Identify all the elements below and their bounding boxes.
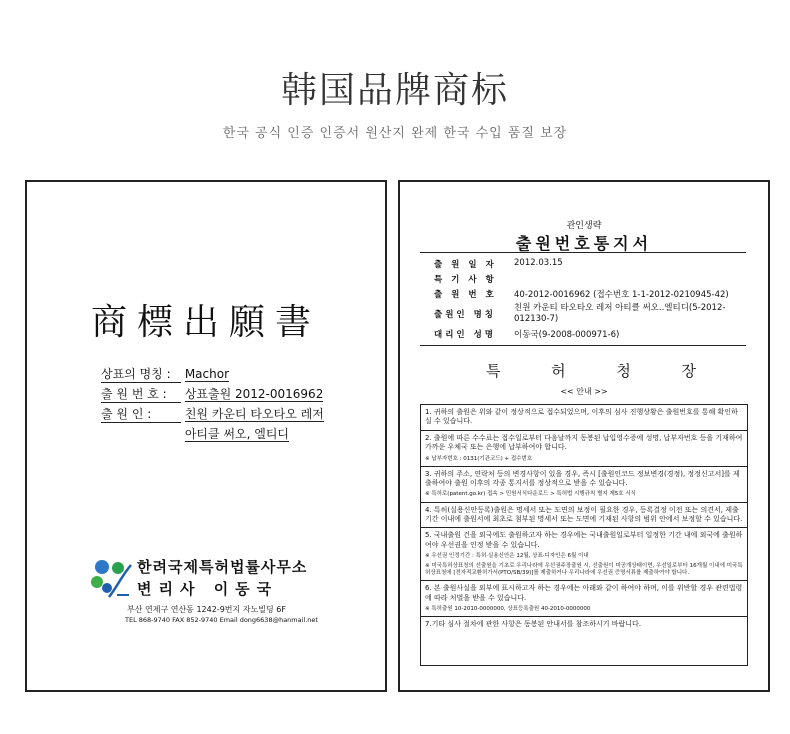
row-key-agent: 대리인 성명 [434,330,497,340]
field-applicant-continued [101,425,289,442]
guide-heading: << 안내 >> [560,387,608,396]
field-label: 출 원 번 호 : [101,385,181,403]
office-char: 허 [551,362,566,380]
row-key-date: 출 원 일 자 [434,260,497,270]
divider [421,430,747,431]
note-item: 7.기타 심사 절차에 관한 사항은 동봉된 안내서를 참조하시기 바랍니다. [425,620,642,629]
row-value-date: 2012.03.15 [514,258,563,268]
field-applicant [101,405,324,423]
office-char: 특 [486,362,501,380]
note-footnote: ※ 특허출원 10-2010-0000000, 상표등록출원 40-2010-0000000 [425,606,591,613]
divider [421,527,747,528]
office-char: 청 [616,362,631,380]
divider [421,466,747,467]
field-label: 출 원 인 : [101,405,181,423]
divider [421,580,747,581]
field-value: Machor [184,367,230,381]
attorney-name: 변리사 이동국 [137,580,279,598]
note-item: 3. 귀하의 주소, 연락처 등의 변경사항이 있을 경우, 즉시 [출원인코드 정보변경(경정), 정정신고서]를 제출하여야 출원 이후의 각종 통지서를 정상적으로 받을 수 있습니다. [425,469,740,488]
note-item: 2. 출원에 따른 수수료는 접수일로부터 다음날까지 동봉된 납입영수증에 성명, 납부자번호 등을 기재하여 가까운 우체국 또는 은행에 납부하여야 합니다. [425,433,743,452]
row-key-app-number: 출 원 번 호 [434,290,497,300]
note-item: 1. 귀하의 출원은 위와 같이 정상적으로 접수되었으며, 이후의 심사 진행상황은 출원번호를 통해 확인하실 수 있습니다. [425,408,738,426]
divider [420,252,746,253]
application-number-notice-document [398,180,770,692]
field-application-number [101,385,323,403]
law-firm-name: 한려국제특허법률사무소 [137,558,308,576]
note-footnote: ※ 납부자번호 : 0131(기관코드) + 접수번호 [425,455,533,462]
divider [420,345,746,346]
office-char: 장 [681,362,696,380]
divider [421,502,747,503]
note-footnote: ※ 우선권 인정기간 : 특허·실용신안은 12월, 상표·디자인은 6월 이내 [425,553,589,560]
note-footnote: ※ 특허로(patent.go.kr) 접속 > 민원서식다운로드 > 특허법 시행규칙 별지 제5호 서식 [425,491,636,498]
note-item: 5. 국내출원 건을 외국에도 출원하고자 하는 경우에는 국내출원일로부터 일정한 기간 내에 외국에 출원하여야 우선권을 인정 받을 수 있습니다. [425,531,743,549]
notice-title: 출원번호통지서 [515,234,653,253]
law-firm-logo-icon [87,557,133,599]
row-key-applicant: 출원인 명칭 [434,310,497,320]
document-title: 商標出願書 [90,302,321,343]
firm-address: 부산 연제구 연산동 1242-9번지 자노빌딩 6F [127,605,286,614]
seal-omitted-label: 관인생략 [566,221,602,231]
note-item: 4. 특허(실용신안등록)출원은 명세서 또는 도면의 보정이 필요한 경우, 등록결정 이전 또는 의견서, 제출기간 이내에 출원서에 최초로 첨부된 명세서 또는 도면에 기재된 사항의 범위 안에서 보정할 수 있습니다. [425,505,743,523]
firm-contact: TEL 868-9740 FAX 852-9740 Email dong6638@hanmail.net [125,616,318,624]
trademark-application-document [25,180,387,692]
field-trademark-name [101,365,229,383]
page-title: 韩国品牌商标 [280,70,509,111]
note-footnote: ※ 미국특허상표청의 선출원을 기초로 우리나라에 우선권주장출원 시, 선출원이 미공개상태이면, 우선일로부터 16개월 이내에 미국특허상표청에 [전자적교환허가서(PTO/SB/39)]를 제출하거나 우리나라에 우선권 증명서류를 제출하여야 합니다. [425,563,743,577]
row-key-remarks: 특 기 사 항 [434,275,497,285]
note-item: 6. 본 출원사실을 외부에 표시하고자 하는 경우에는 아래와 같이 하여야 하며, 이를 위반할 경우 관련법령에 따라 처벌을 받을 수 있습니다. [425,584,743,602]
row-value-agent: 이동국(9-2008-000971-6) [514,330,620,340]
guidance-box [420,404,748,666]
row-value-app-number: 40-2012-0016962 (접수번호 1-1-2012-0210945-42) [514,290,729,300]
patent-office-commissioner [486,360,696,381]
field-value: 친원 카운티 타오타오 레저 [184,407,324,421]
field-value: 아티클 써오, 엘티디 [184,427,290,441]
page-subtitle: 한국 공식 인증 인증서 원산지 완제 한국 수입 품질 보장 [222,126,568,141]
row-value-applicant: 친원 카운티 타오타오 레저 아티클 써오..엘티디(5-2012-012130-7) [514,303,726,324]
divider [421,616,747,617]
field-label: 상표의 명칭 : [101,365,181,383]
field-value: 상표출원 2012-0016962 [184,387,324,401]
